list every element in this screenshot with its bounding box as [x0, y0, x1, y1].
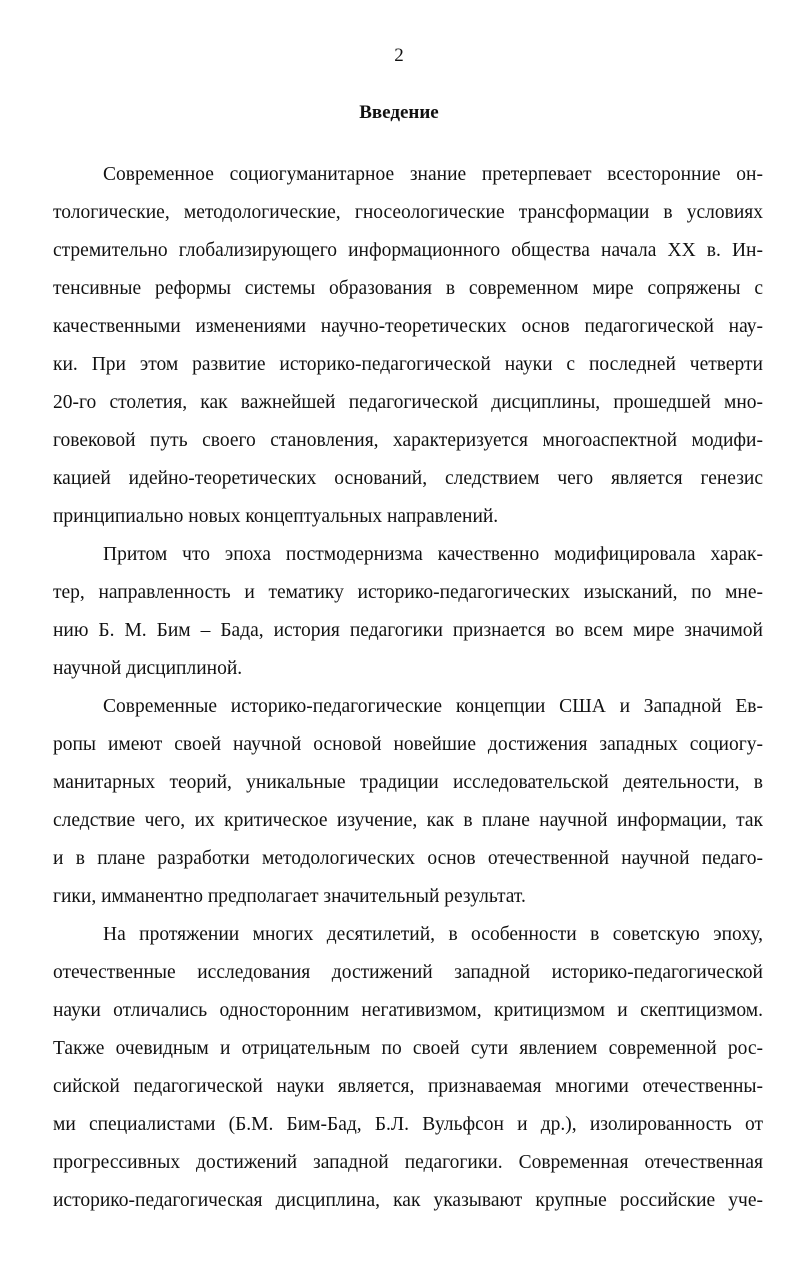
- text-line: нию Б. М. Бим – Бада, история педагогики признается во всем мире значимой: [53, 620, 763, 641]
- paragraph-4: [53, 916, 763, 1220]
- text-line: Также очевидным и отрицательным по своей сути явлением современной рос-: [53, 1038, 763, 1059]
- text-line: Современное социогуманитарное знание претерпевает всесторонние он-: [103, 164, 763, 185]
- section-title: Введение: [359, 102, 439, 123]
- text-line: отечественные исследования достижений западной историко-педагогической: [53, 962, 763, 983]
- text-line: сийской педагогической науки является, признаваемая многими отечественны-: [53, 1076, 763, 1097]
- text-line: кацией идейно-теоретических оснований, следствием чего является генезис: [53, 468, 763, 489]
- text-line: принципиально новых концептуальных направлений.: [53, 506, 499, 527]
- body-text: [53, 156, 763, 1220]
- text-line: стремительно глобализирующего информационного общества начала XX в. Ин-: [53, 240, 763, 261]
- text-line: тенсивные реформы системы образования в современном мире сопряжены с: [53, 278, 763, 299]
- paragraph-3: [53, 688, 763, 916]
- text-line: Современные историко-педагогические концепции США и Западной Ев-: [103, 696, 763, 717]
- text-line: следствие чего, их критическое изучение, как в плане научной информации, так: [53, 810, 763, 831]
- paragraph-1: [53, 156, 763, 536]
- text-line: Притом что эпоха постмодернизма качественно модифицировала харак-: [103, 544, 763, 565]
- page-number: 2: [394, 45, 404, 66]
- text-line: манитарных теорий, уникальные традиции исследовательской деятельности, в: [53, 772, 763, 793]
- text-line: 20-го столетия, как важнейшей педагогической дисциплины, прошедшей мно-: [53, 392, 763, 413]
- text-line: ропы имеют своей научной основой новейшие достижения западных социогу-: [53, 734, 763, 755]
- text-line: тер, направленность и тематику историко-педагогических изысканий, по мне-: [53, 582, 763, 603]
- text-line: историко-педагогическая дисциплина, как указывают крупные российские уче-: [53, 1190, 763, 1211]
- paragraph-2: [53, 536, 763, 688]
- text-line: и в плане разработки методологических основ отечественной научной педаго-: [53, 848, 763, 869]
- text-line: тологические, методологические, гносеологические трансформации в условиях: [53, 202, 763, 223]
- text-line: ки. При этом развитие историко-педагогической науки с последней четверти: [53, 354, 763, 375]
- text-line: ми специалистами (Б.М. Бим-Бад, Б.Л. Вульфсон и др.), изолированность от: [53, 1114, 763, 1135]
- text-line: прогрессивных достижений западной педагогики. Современная отечественная: [53, 1152, 763, 1173]
- text-line: говековой путь своего становления, характеризуется многоаспектной модифи-: [53, 430, 763, 451]
- text-line: гики, имманентно предполагает значительный результат.: [53, 886, 526, 907]
- text-line: На протяжении многих десятилетий, в особенности в советскую эпоху,: [103, 924, 763, 945]
- text-line: научной дисциплиной.: [53, 658, 243, 679]
- text-line: науки отличались односторонним негативизмом, критицизмом и скептицизмом.: [53, 1000, 763, 1021]
- text-line: качественными изменениями научно-теоретических основ педагогической нау-: [53, 316, 763, 337]
